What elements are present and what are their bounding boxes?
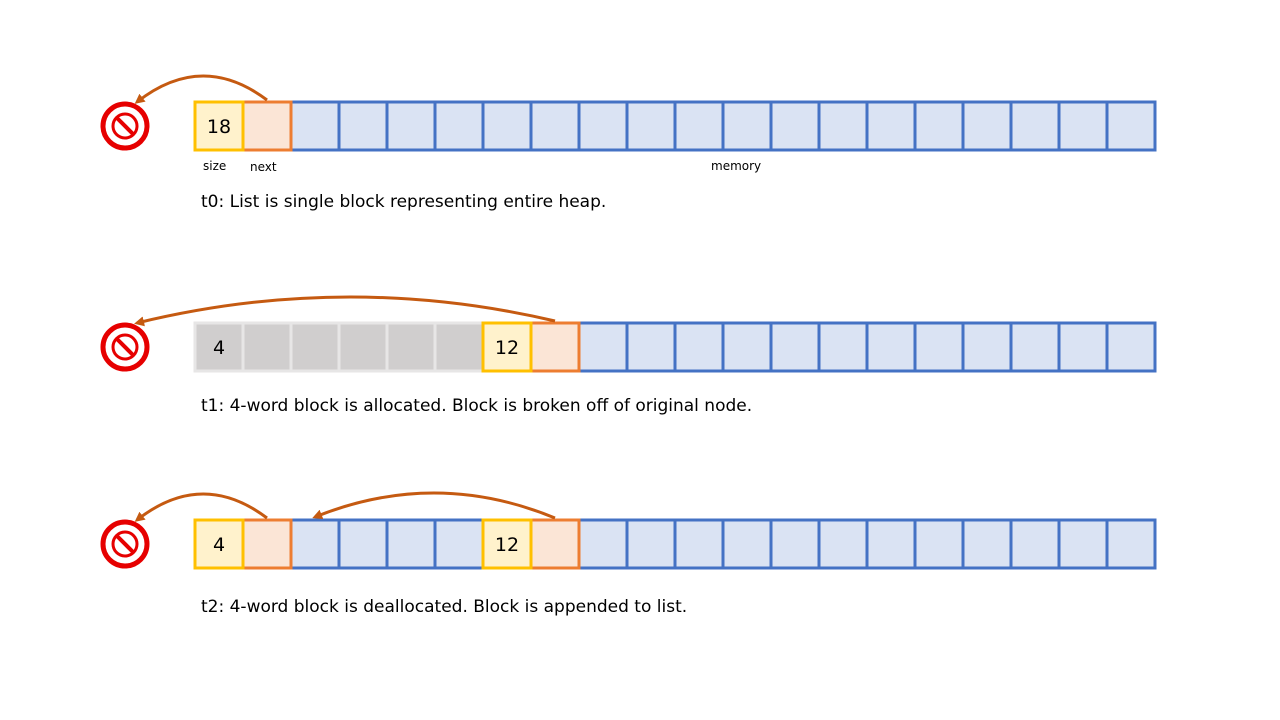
null-pointer-icon xyxy=(103,522,147,566)
memory-word xyxy=(1107,102,1155,150)
next-pointer-arrow xyxy=(137,76,267,102)
memory-word xyxy=(867,520,915,568)
memory-word xyxy=(915,102,963,150)
size-label: size xyxy=(203,159,227,173)
memory-word xyxy=(1107,520,1155,568)
memory-word xyxy=(435,102,483,150)
next-label: next xyxy=(250,160,277,174)
memory-word xyxy=(915,323,963,371)
allocated-size-value: 4 xyxy=(212,337,226,359)
memory-word xyxy=(1059,520,1107,568)
memory-word xyxy=(339,520,387,568)
memory-word xyxy=(291,102,339,150)
memory-word xyxy=(723,102,771,150)
size-value: 12 xyxy=(494,534,520,556)
row-t2 xyxy=(103,493,1155,568)
null-pointer-icon xyxy=(103,104,147,148)
allocated-word xyxy=(435,323,483,371)
memory-word xyxy=(1011,323,1059,371)
memory-word xyxy=(675,102,723,150)
memory-label: memory xyxy=(711,159,762,173)
allocated-word xyxy=(291,323,339,371)
memory-word xyxy=(387,102,435,150)
memory-word xyxy=(819,102,867,150)
memory-word xyxy=(579,102,627,150)
row-t0 xyxy=(103,76,1155,150)
memory-word xyxy=(1059,323,1107,371)
memory-word xyxy=(963,323,1011,371)
memory-word xyxy=(579,323,627,371)
next-pointer-cell xyxy=(531,520,579,568)
memory-word xyxy=(291,520,339,568)
size-value: 12 xyxy=(494,337,520,359)
memory-word xyxy=(1107,323,1155,371)
memory-word xyxy=(723,323,771,371)
memory-word xyxy=(963,520,1011,568)
memory-word xyxy=(915,520,963,568)
memory-word xyxy=(531,102,579,150)
memory-word xyxy=(819,520,867,568)
memory-word xyxy=(771,102,819,150)
memory-word xyxy=(675,520,723,568)
memory-word xyxy=(819,323,867,371)
memory-word xyxy=(627,102,675,150)
caption-t2: t2: 4-word block is deallocated. Block is appended to list. xyxy=(201,597,688,617)
null-pointer-icon xyxy=(103,325,147,369)
next-pointer-arrow xyxy=(315,493,555,518)
row-t1 xyxy=(103,297,1155,371)
memory-word xyxy=(675,323,723,371)
memory-word xyxy=(627,520,675,568)
memory-word xyxy=(1059,102,1107,150)
allocated-word xyxy=(387,323,435,371)
caption-t1: t1: 4-word block is allocated. Block is broken off of original node. xyxy=(201,396,753,416)
memory-word xyxy=(1011,102,1059,150)
memory-word xyxy=(339,102,387,150)
size-value: 18 xyxy=(206,116,232,138)
size-value: 4 xyxy=(212,534,226,556)
memory-word xyxy=(435,520,483,568)
memory-word xyxy=(771,323,819,371)
memory-word xyxy=(867,323,915,371)
allocated-word xyxy=(339,323,387,371)
memory-word xyxy=(387,520,435,568)
memory-word xyxy=(1011,520,1059,568)
next-pointer-arrow xyxy=(137,494,267,520)
memory-word xyxy=(963,102,1011,150)
memory-word xyxy=(723,520,771,568)
memory-word xyxy=(483,102,531,150)
memory-word xyxy=(771,520,819,568)
memory-word xyxy=(867,102,915,150)
caption-t0: t0: List is single block representing entire heap. xyxy=(201,192,607,212)
next-pointer-cell xyxy=(531,323,579,371)
allocated-word xyxy=(243,323,291,371)
next-pointer-cell xyxy=(243,520,291,568)
memory-word xyxy=(579,520,627,568)
next-pointer-arrow xyxy=(137,297,555,323)
next-pointer-cell xyxy=(243,102,291,150)
memory-word xyxy=(627,323,675,371)
